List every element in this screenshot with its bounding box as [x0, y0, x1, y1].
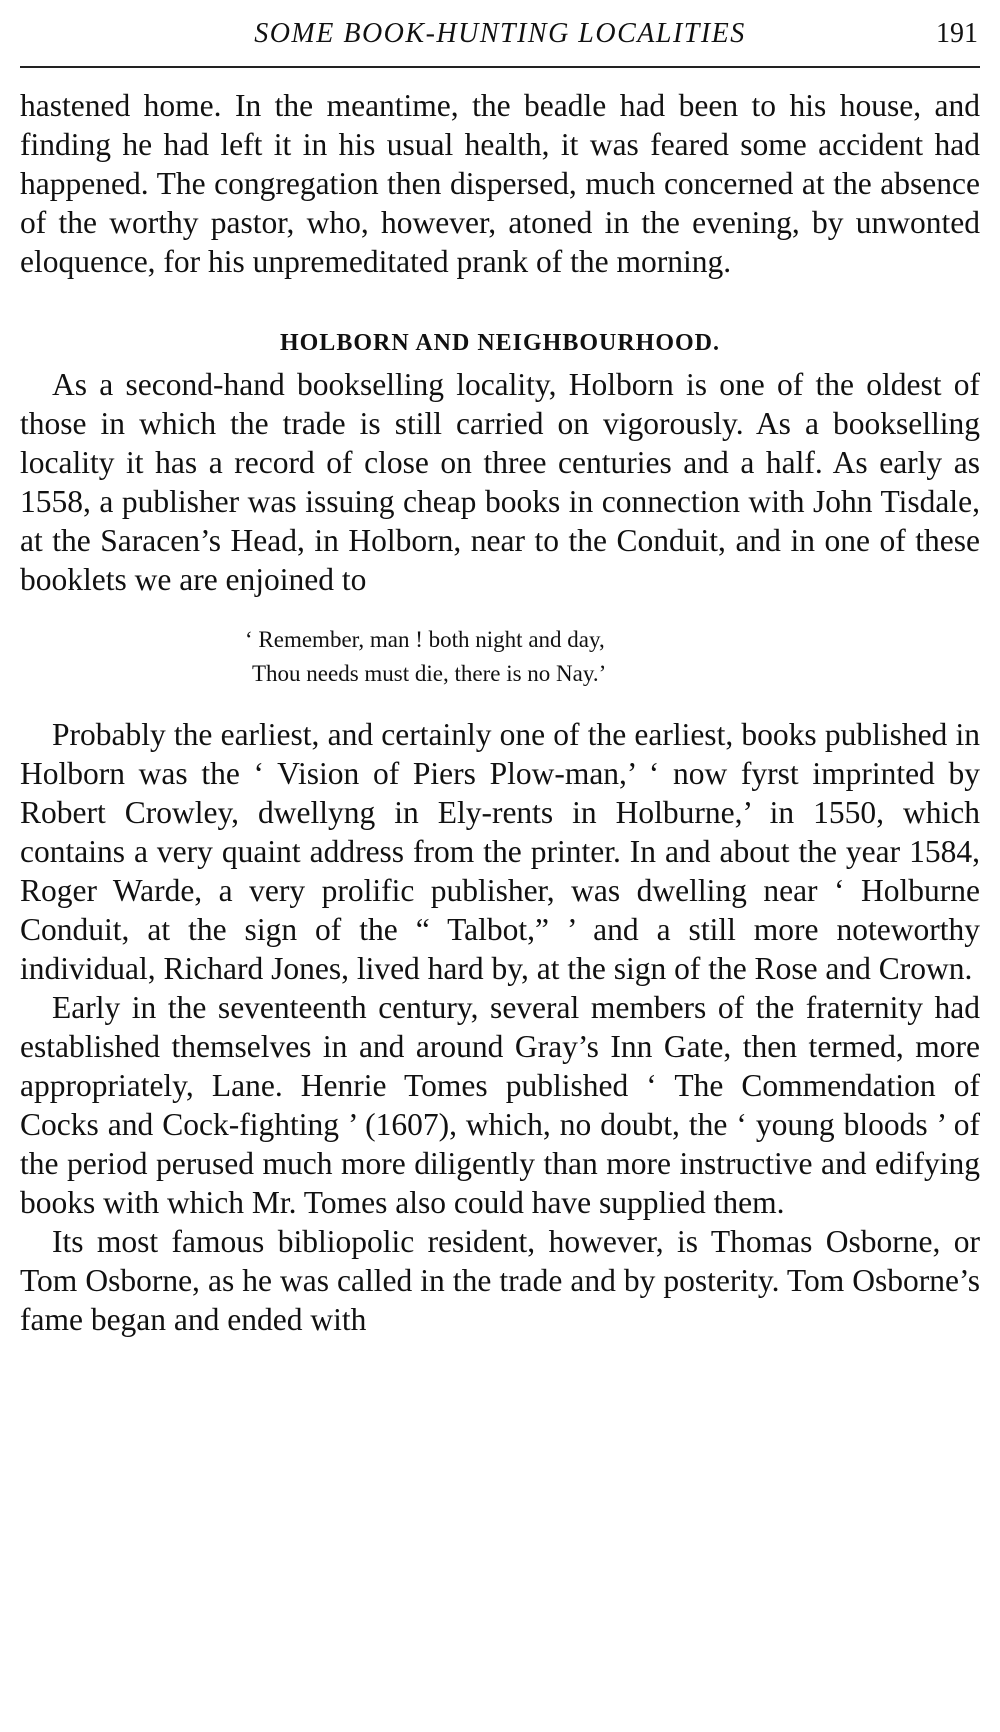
body-text	[20, 86, 980, 1339]
paragraph-piers-plowman: Probably the earliest, and certainly one of the earliest, books published in Holborn was the ‘ Vision of Piers Plow-man,’ ‘ now fyrst imprinted by Robert Crowley, dwellyng in Ely-rents in Holburne,’ in 1550, which contains a very quaint address from the printer. In and about the year 1584, Roger Warde, a very prolific publisher, was dwelling near ‘ Holburne Conduit, at the sign of the “ Talbot,” ’ and a still more noteworthy individual, Richard Jones, lived hard by, at the sign of the Rose and Crown.	[20, 717, 980, 986]
page-number: 191	[936, 18, 978, 49]
running-head	[20, 14, 980, 58]
verse-line-2: Thou needs must die, there is no Nay.’	[252, 661, 607, 686]
header-rule	[20, 66, 980, 68]
paragraph-tom-osborne: Its most famous bibliopolic resident, however, is Thomas Osborne, or Tom Osborne, as he was called in the trade and by posterity. Tom Osborne’s fame began and ended with	[20, 1224, 980, 1337]
paragraph-seventeenth-century: Early in the seventeenth century, several members of the fraternity had established themselves in and around Gray’s Inn Gate, then termed, more appropriately, Lane. Henrie Tomes published ‘ The Commendation of Cocks and Cock-fighting ’ (1607), which, no doubt, the ‘ young bloods ’ of the period perused much more diligently than more instructive and edifying books with which Mr. Tomes also could have supplied them.	[20, 990, 980, 1220]
verse-line-1: ‘ Remember, man ! both night and day,	[245, 627, 605, 652]
paragraph-continuation: hastened home. In the meantime, the beadle had been to his house, and finding he had left it in his usual health, it was feared some accident had happened. The congregation then dispersed, much concerned at the absence of the worthy pastor, who, however, atoned in the evening, by unwonted eloquence, for his unpremeditated prank of the morning.	[20, 88, 980, 279]
running-title: SOME BOOK-HUNTING LOCALITIES	[254, 18, 746, 49]
verse-quotation	[20, 623, 980, 691]
paragraph-holborn-intro: As a second-hand bookselling locality, Holborn is one of the oldest of those in which the trade is still carried on vigorously. As a bookselling locality it has a record of close on three centuries and a half. As early as 1558, a publisher was issuing cheap books in connection with John Tisdale, at the Saracen’s Head, in Holborn, near to the Conduit, and in one of these booklets we are enjoined to	[20, 367, 980, 597]
section-heading: HOLBORN AND NEIGHBOURHOOD.	[279, 330, 721, 356]
